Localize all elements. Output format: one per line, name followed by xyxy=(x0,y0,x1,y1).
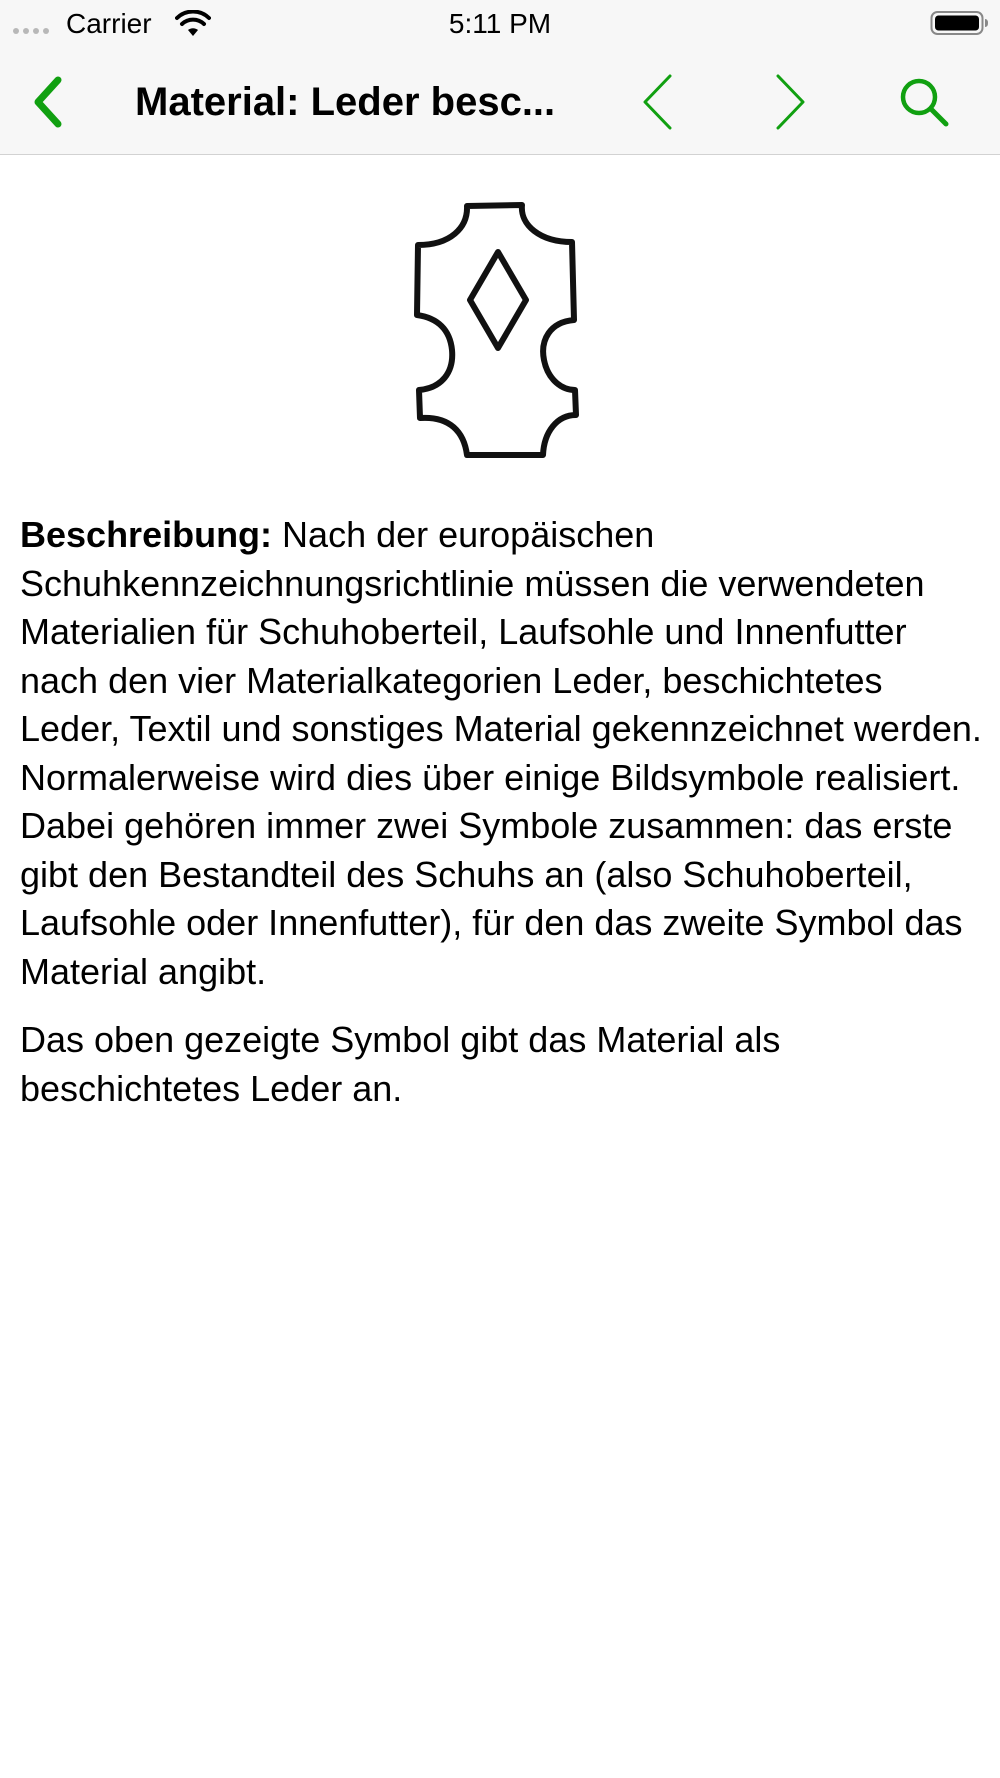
description-paragraph xyxy=(20,511,990,996)
back-button[interactable] xyxy=(20,70,76,134)
description-label: Beschreibung: xyxy=(20,514,273,555)
chevron-right-thin-icon xyxy=(772,73,808,131)
description-text: Nach der europäischen Schuhkennzeichnungsrichtlinie müssen die verwendeten Materialien für Schuhoberteil, Laufsohle und Innenfutter nach den vier Materialkategorien Leder, beschichtetes Leder, Textil und sonstiges Material gekennzeichnet werden. Normalerweise wird dies über einige Bildsymbole realisiert. Dabei gehören immer zwei Symbole zusammen: das erste gibt den Bestandteil des Schuhs an (also Schuhoberteil, Laufsohle oder Innenfutter), für den das zweite Symbol das Material angibt. xyxy=(20,514,982,992)
page-title: Material: Leder besc... xyxy=(135,80,556,124)
chevron-left-icon xyxy=(30,74,66,130)
search-icon xyxy=(898,76,950,128)
search-button[interactable] xyxy=(894,68,954,136)
next-entry-button[interactable] xyxy=(762,68,818,136)
carrier-label: Carrier xyxy=(66,8,152,39)
clock: 5:11 PM xyxy=(448,8,552,39)
coated-leather-symbol-icon xyxy=(412,200,586,460)
previous-entry-button[interactable] xyxy=(630,68,686,136)
battery-icon xyxy=(930,9,990,37)
chevron-left-thin-icon xyxy=(640,73,676,131)
symbol-explanation-paragraph: Das oben gezeigte Symbol gibt das Material als beschichtetes Leder an. xyxy=(20,1019,781,1109)
article-body xyxy=(20,511,990,1133)
status-bar xyxy=(0,0,1000,50)
navigation-bar xyxy=(0,50,1000,155)
